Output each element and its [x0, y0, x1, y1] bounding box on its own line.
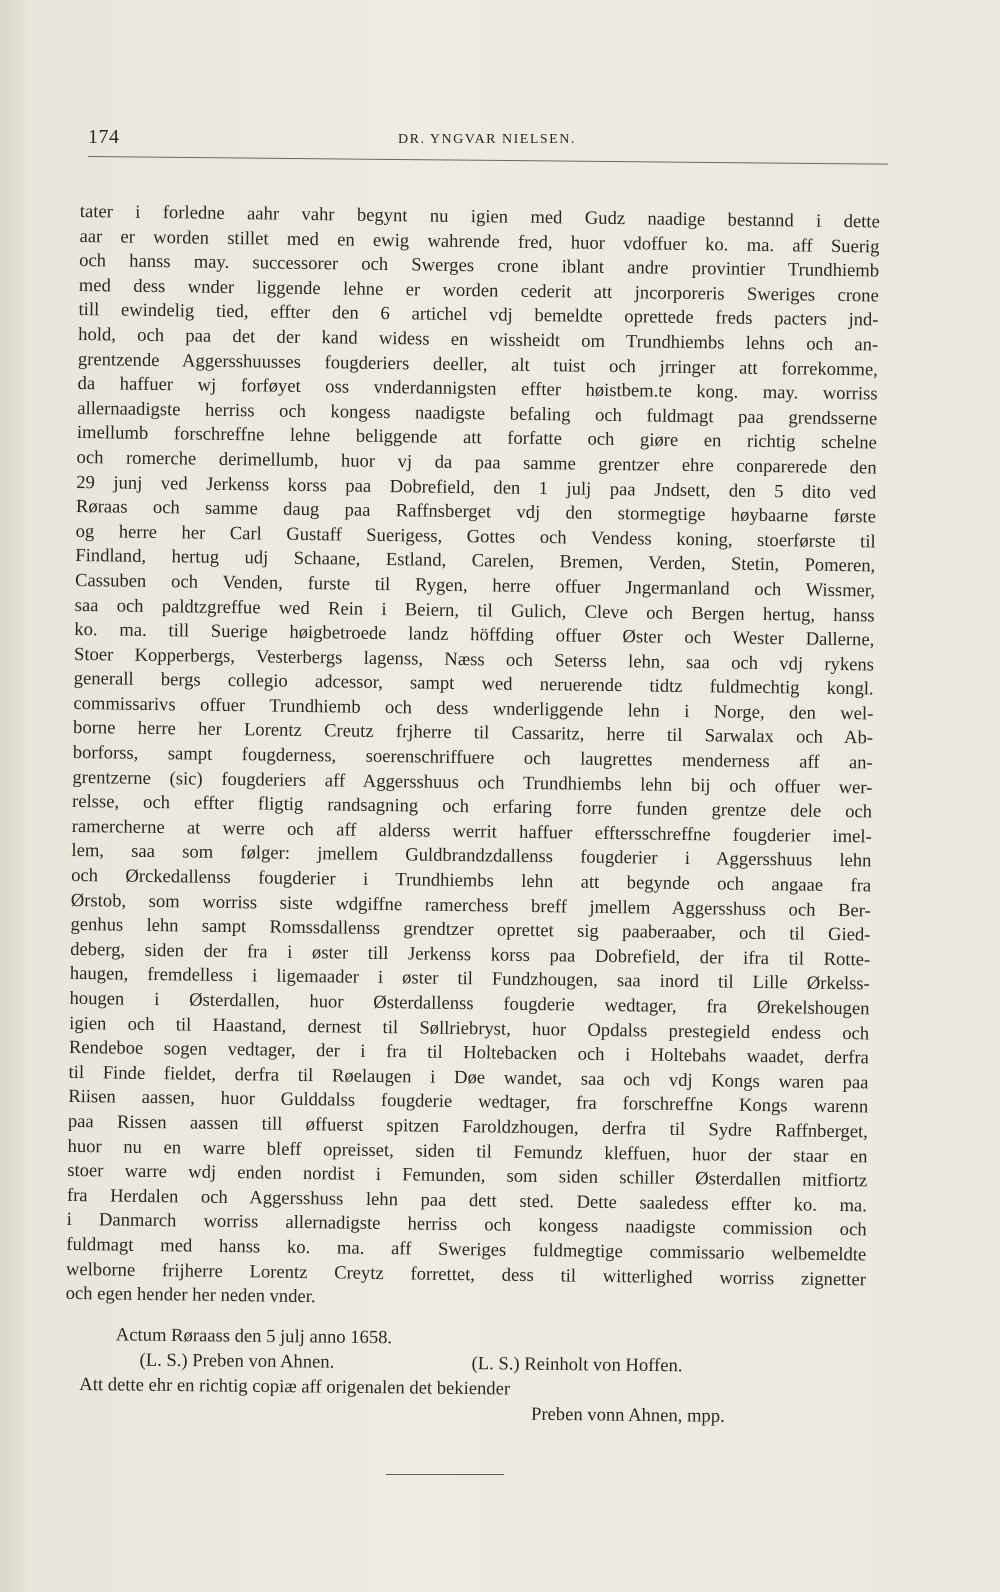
body-line: 29 junj ved Jerkenss korss paa Dobrefield, den 1 julj paa Jndsett, den 5 dito ved — [76, 471, 877, 503]
body-line: fra Herdalen och Aggersshuss lehn paa dett sted. Dette saaledess effter ko. ma. — [66, 1184, 868, 1217]
body-line: Rendeboe sogen vedtager, der i fra til Holtebacken och i Holtebahs waadet, derfra — [68, 1037, 869, 1069]
body-line: commissarivs offuer Trundhiemb och dess wnderliggende lehn i Norge, den wel- — [73, 692, 874, 725]
page-header — [88, 124, 878, 158]
actum-text: Actum Røraass den 5 julj anno 1658. — [115, 1324, 393, 1349]
body-line: saa och paldtzgreffue wed Rein i Beiern, til Gulich, Cleve och Bergen hertug, hanss — [74, 594, 875, 626]
body-line: welborne frijherre Lorentz Creytz forrettet, dess til witterlighed worriss zignetter — [65, 1258, 867, 1290]
body-line: stoer warre wdj enden nordist i Femunden, som siden schiller Østerdallen mitfiortz — [67, 1160, 868, 1192]
body-line: Ørstob, som worriss siste wdgiffne ramerchess breff jmellem Aggersshuss och Ber- — [70, 889, 871, 922]
page-gutter-shadow — [0, 0, 26, 1592]
body-line: och egen hender her neden vnder. — [65, 1283, 316, 1308]
body-line: grentzerne (sic) fougderiers aff Aggersshuus och Trundhiembs lehn bij och offuer wer- — [72, 766, 873, 799]
body-line: tater i forledne aahr vahr begynt nu igien med Gudz naadige bestannd i dette — [79, 200, 880, 233]
body-line: og herre her Carl Gustaff Suerigess, Gottes och Vendess koning, stoerførste til — [75, 520, 876, 553]
body-line: fuldmagt med hanss ko. ma. aff Sweriges fuldmegtige commissario welbemeldte — [66, 1233, 867, 1266]
attestation-text: Att dette ehr en richtig copiæ aff origenalen det bekiender — [79, 1373, 511, 1400]
body-line: lem, saa som følger: jmellem Guldbrandzdallenss fougderier i Aggersshuus lehn — [71, 840, 872, 872]
end-rule — [386, 1474, 504, 1475]
body-line: huor nu en warre bleff opreisset, siden til Femundz kleffuen, huor der staar en — [67, 1135, 868, 1167]
body-line: borne herre her Lorentz Creutz frjherre til Cassaritz, herre til Sarwalax och Ab- — [72, 717, 874, 749]
body-line: Røraas och samme daug paa Raffnsberget vdj den stormegtige høybaarne første — [75, 496, 877, 528]
body-line: borforss, sampt fougderness, soerenschriffuere och laugrettes menderness aff an- — [72, 742, 873, 774]
seal-right: (L. S.) Reinholt von Hoffen. — [471, 1353, 683, 1377]
body-line: grentzende Aggersshuusses fougderiers deeller, alt tuist och jrringer att forrekomme, — [77, 348, 878, 381]
body-line: relsse, och effter fligtig randsagning och erfaring forre funden grentze dele och — [71, 791, 873, 823]
body-line: i Danmarch worriss allernadigste herriss och kongess naadigste commission och — [66, 1209, 867, 1241]
body-line: Cassuben och Venden, furste til Rygen, herre offuer Jngermanland och Wissmer, — [74, 569, 876, 602]
body-line: till ewindelig tied, effter den 6 artichel vdj bemeldte oprettede freds pacters jnd- — [78, 299, 879, 331]
body-line: igien och til Haastand, dernest til Søllriebryst, huor Opdalss prestegield endess och — [69, 1012, 870, 1044]
body-line: generall bergs collegio adcessor, sampt wed neruerende tidtz fuldmechtig kongl. — [73, 668, 874, 700]
running-head: DR. YNGVAR NIELSEN. — [398, 132, 576, 147]
body-line: Stoer Kopperbergs, Vesterbergs lagenss, Næss och Seterss lehn, saa och vdj rykens — [73, 643, 875, 676]
body-line: da haffuer wj forføyet oss vnderdannigsten effter høistbem.te kong. may. worriss — [77, 373, 878, 405]
signature: Preben vonn Ahnen, mpp. — [530, 1403, 725, 1427]
body-line: haugen, fremdelless i ligemaader i øster til Fundzhougen, saa inord til Lille Ørkelss- — [69, 963, 870, 995]
body-line: och romerche derimellumb, huor vj da paa samme grentzer ehre conparerede den — [76, 446, 877, 479]
body-line: och hanss may. successorer och Swerges crone iblant andre provintier Trundhiemb — [79, 250, 880, 282]
body-line: genhus lehn sampt Romssdallenss grendtzer oprettet sig paaberaaber, och til Gied- — [70, 914, 871, 946]
body-line: med dess wnder liggende lehne er worden cederit att jncorporeris Sweriges crone — [78, 274, 879, 307]
body-line: hougen i Østerdallen, huor Østerdallenss fougderie wedtager, fra Ørekelshougen — [69, 987, 870, 1020]
body-line: Findland, hertug udj Schaane, Estland, Carelen, Bremen, Verden, Stetin, Pomeren, — [75, 545, 876, 577]
body-line: allernaadigste herriss och kongess naadigste befaling och fuldmagt paa grendsserne — [77, 397, 878, 430]
body-line: Riisen aassen, huor Gulddalss fougderie wedtager, fra forschreffne Kongs warenn — [68, 1086, 869, 1118]
body-line: deberg, siden der fra i øster till Jerkenss korss paa Dobrefield, der ifra til Rotte- — [70, 938, 871, 971]
closing-block — [79, 1322, 880, 1430]
body-line: imellumb forschreffne lehne beliggende att forfatte och giøre en richtig schelne — [76, 422, 878, 454]
page-number: 174 — [88, 126, 120, 148]
body-line: til Finde fieldet, derfra til Røelaugen i Døe wandet, saa och vdj Kongs waren paa — [68, 1061, 869, 1094]
body-line: aar er worden stillet med en ewig wahrende fred, huor vdoffuer ko. ma. aff Suerig — [79, 225, 880, 258]
body-line: och Ørckedallenss fougderier i Trundhiembs lehn att begynde och angaae fra — [71, 864, 872, 897]
body-line: ko. ma. till Suerige høigbetroede landz höffding offuer Øster och Wester Dallerne, — [74, 619, 875, 651]
seal-left: (L. S.) Preben von Ahnen. — [139, 1349, 335, 1373]
body-line: paa Rissen aassen till øffuerst spitzen Faroldzhougen, derfra til Sydre Raffnberget, — [67, 1110, 869, 1143]
body-line: ramercherne at werre och aff alderss werrit haffuer efftersschreffne fougderier imel- — [71, 815, 872, 848]
body-line: hold, och paa det der kand widess en wissheidt om Trundhiembs lehns och an- — [78, 323, 879, 356]
body-text — [66, 200, 880, 1317]
